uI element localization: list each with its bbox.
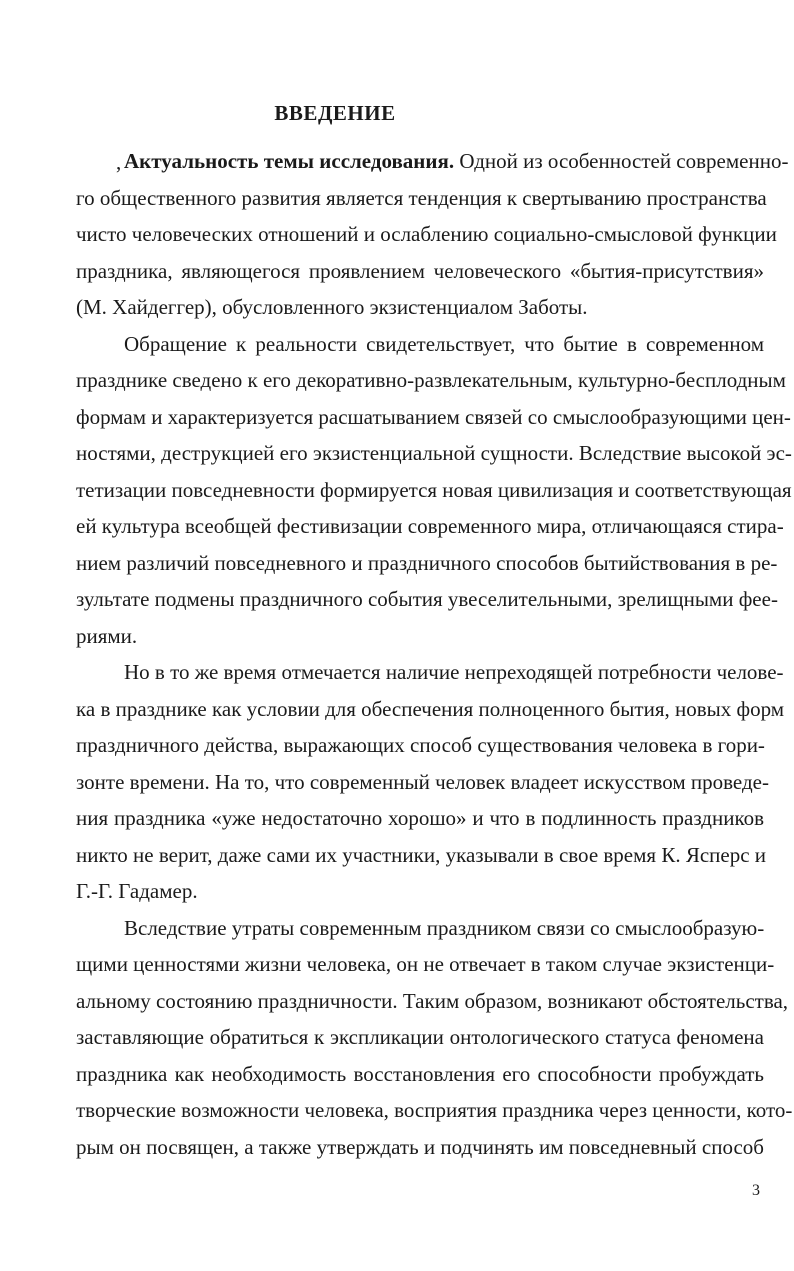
text-line: рым он посвящен, а также утверждать и подчинять им повседневный способ: [76, 1135, 764, 1159]
text-line: ей культура всеобщей фестивизации современного мира, отличающаяся стира-: [76, 514, 784, 538]
text-line: ностями, деструкцией его экзистенциальной сущности. Вследствие высокой эс-: [76, 441, 792, 465]
text-line: щими ценностями жизни человека, он не отвечает в таком случае экзистенци-: [76, 952, 775, 976]
text-line: ка в празднике как условии для обеспечения полноценного бытия, новых форм: [76, 697, 785, 721]
section-heading: ВВЕДЕНИЕ: [274, 101, 396, 125]
lead-bold-text: Актуальность темы исследования.: [124, 149, 455, 173]
text-line: зультате подмены праздничного события увеселительными, зрелищными фее-: [76, 587, 778, 611]
text-line: го общественного развития является тенденция к свертыванию пространства: [76, 186, 767, 210]
text-line: празднике сведено к его декоративно-развлекательным, культурно-бесплодным: [76, 368, 786, 392]
text-line: альному состоянию праздничности. Таким образом, возникают обстоятельства,: [76, 989, 789, 1013]
paragraph-1-line-1: [124, 146, 789, 176]
page-number: 3: [752, 1182, 760, 1199]
text-line: заставляющие обратиться к экспликации онтологического статуса феномена: [76, 1025, 764, 1049]
text-line: риями.: [76, 624, 138, 648]
text-line: Г.-Г. Гадамер.: [76, 879, 198, 903]
text-line: тетизации повседневности формируется новая цивилизация и соответствующая: [76, 478, 792, 502]
paragraph-3-line-1: Но в то же время отмечается наличие непреходящей потребности челове-: [124, 660, 784, 684]
text-line: чисто человеческих отношений и ослаблению социально-смысловой функции: [76, 222, 777, 246]
text-line: творческие возможности человека, восприятия праздника через ценности, кото-: [76, 1098, 793, 1122]
text-line: формам и характеризуется расшатыванием связей со смыслообразующими цен-: [76, 405, 791, 429]
paragraph-4-line-1: Вследствие утраты современным праздником связи со смыслообразую-: [124, 916, 765, 940]
text-line: зонте времени. На то, что современный человек владеет искусством проведе-: [76, 770, 769, 794]
text-line: ния праздника «уже недостаточно хорошо» и что в подлинность праздников: [76, 806, 764, 830]
text-line: (М. Хайдеггер), обусловленного экзистенциалом Заботы.: [76, 295, 588, 319]
text-line: праздника как необходимость восстановления его способности пробуждать: [76, 1062, 764, 1086]
text-line: никто не верит, даже сами их участники, указывали в свое время К. Ясперс и: [76, 843, 767, 867]
text-line: нием различий повседневного и праздничного способов бытийствования в ре-: [76, 551, 778, 575]
text-run: Одной из особенностей современно-: [459, 149, 789, 173]
text-line: праздничного действа, выражающих способ существования человека в гори-: [76, 733, 765, 757]
scan-mark: ,: [116, 150, 122, 174]
text-line: праздника, являющегося проявлением человеческого «бытия-присутствия»: [76, 259, 764, 283]
paragraph-2-line-1: Обращение к реальности свидетельствует, что бытие в современном: [124, 332, 764, 356]
